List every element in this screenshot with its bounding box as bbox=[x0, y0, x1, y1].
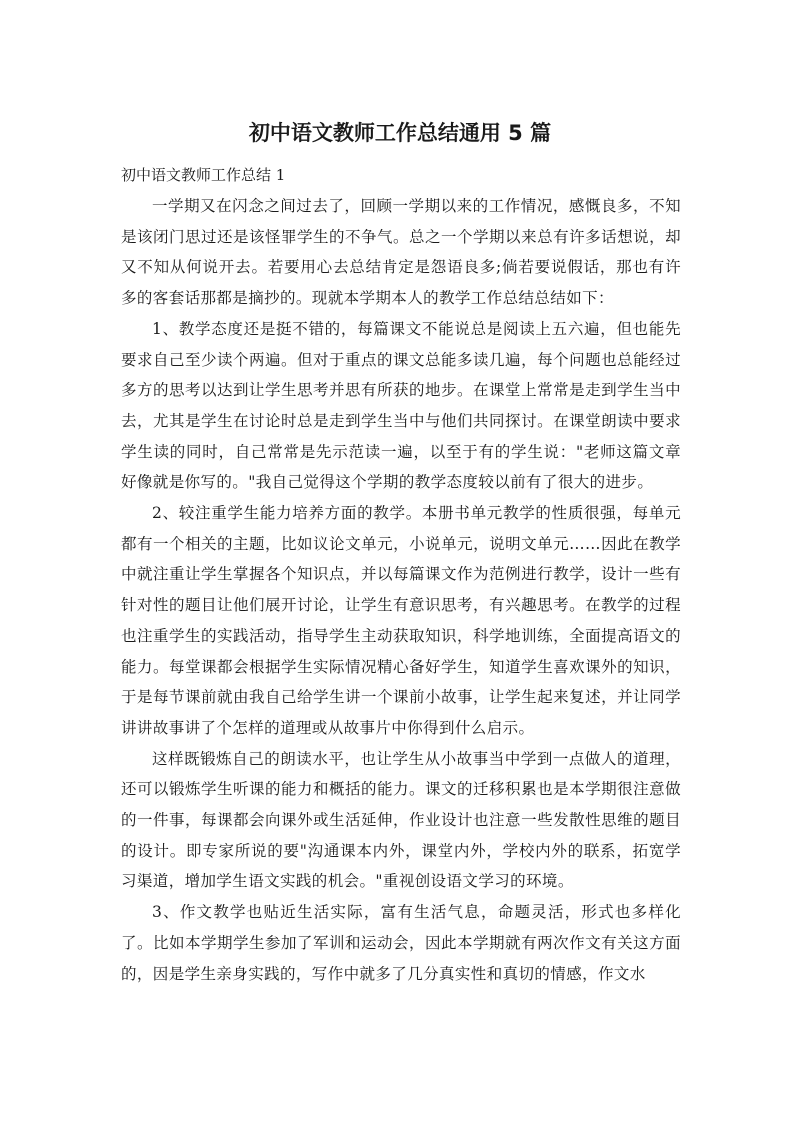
document-title: 初中语文教师工作总结通用 5 篇 bbox=[248, 121, 552, 145]
document-body bbox=[121, 191, 681, 989]
paragraph-point-3: 3、作文教学也贴近生活实际，富有生活气息，命题灵活，形式也多样化了。比如本学期学生参加了军训和运动会，因此本学期就有两次作文有关这方面的，因是学生亲身实践的，写作中就多了几分真实性和真切的情感，作文水 bbox=[121, 903, 681, 983]
section-heading: 初中语文教师工作总结 1 bbox=[121, 166, 286, 184]
paragraph-intro: 一学期又在闪念之间过去了，回顾一学期以来的工作情况，感慨良多，不知是该闭门思过还是该怪罪学生的不争气。总之一个学期以来总有许多话想说，却又不知从何说开去。若要用心去总结肯定是怨语良多;倘若要说假话，那也有许多的客套话那都是摘抄的。现就本学期本人的教学工作总结总结如下： bbox=[121, 197, 681, 308]
paragraph-point-1: 1、教学态度还是挺不错的，每篇课文不能说总是阅读上五六遍，但也能先要求自己至少读个两遍。但对于重点的课文总能多读几遍，每个问题也总能经过多方的思考以达到让学生思考并思有所获的地步。在课堂上常常是走到学生当中去，尤其是学生在讨论时总是走到学生当中与他们共同探讨。在课堂朗读中要求学生读的同时，自己常常是先示范读一遍，以至于有的学生说："老师这篇文章好像就是你写的。"我自己觉得这个学期的教学态度较以前有了很大的进步。 bbox=[121, 319, 681, 492]
paragraph-point-2: 2、较注重学生能力培养方面的教学。本册书单元教学的性质很强，每单元都有一个相关的主题，比如议论文单元，小说单元，说明文单元……因此在教学中就注重让学生掌握各个知识点，并以每篇课文作为范例进行教学，设计一些有针对性的题目让他们展开讨论，让学生有意识思考，有兴趣思考。在教学的过程也注重学生的实践活动，指导学生主动获取知识，科学地训练，全面提高语文的能力。每堂课都会根据学生实际情况精心备好学生，知道学生喜欢课外的知识，于是每节课前就由我自己给学生讲一个课前小故事，让学生起来复述，并让同学讲讲故事讲了个怎样的道理或从故事片中你得到什么启示。 bbox=[121, 504, 681, 737]
paragraph-continuation: 这样既锻炼自己的朗读水平，也让学生从小故事当中学到一点做人的道理，还可以锻炼学生听课的能力和概括的能力。课文的迁移积累也是本学期很注意做的一件事，每课都会向课外或生活延伸，作业设计也注意一些发散性思维的题目的设计。即专家所说的要"沟通课本内外，课堂内外，学校内外的联系，拓宽学习渠道，增加学生语文实践的机会。"重视创设语文学习的环境。 bbox=[121, 749, 681, 891]
